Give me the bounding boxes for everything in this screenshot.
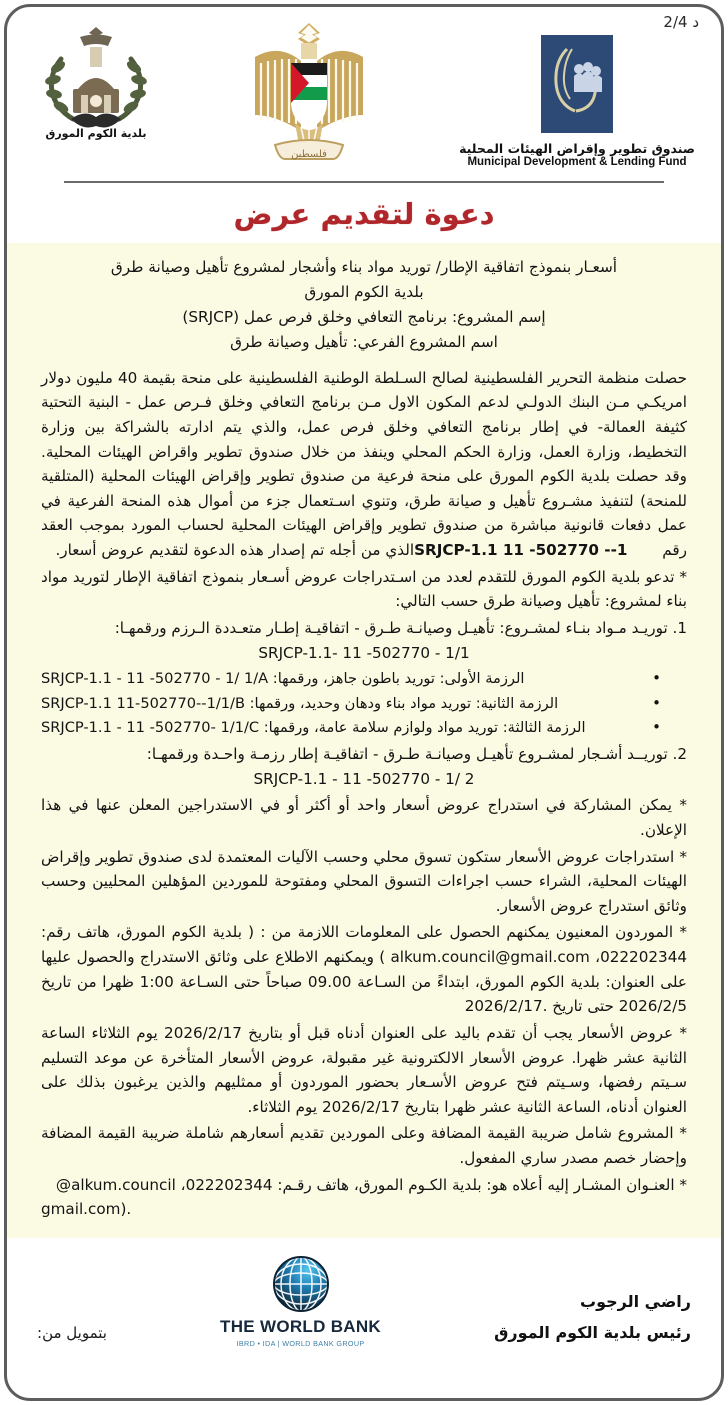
document-frame	[4, 4, 724, 1401]
package-label: الرزمة الأولى:	[439, 670, 525, 688]
date-from: 2026/2/5	[618, 997, 687, 1016]
signatory-name: راضي الرجوب	[580, 1291, 691, 1311]
contact-phone: 022202344	[600, 948, 688, 967]
date-to: 2026/2/17.	[464, 997, 548, 1016]
list-item	[41, 616, 687, 641]
note-participation: * يمكن المشاركة في استدراج عروض أسعار واحد أو أكثر أو في الاستدراجين المعلن عنها في هذا الإعلان.	[41, 796, 687, 839]
address-text: * العنـوان المشـار إليه أعلاه هو: بلدية الكـوم المورق، هاتف رقـم: 022202344، alkum.council@	[55, 1175, 687, 1194]
contact-middle: ) ويمكنهم الاطلاع على وثائق الاستدراج والحصول عليها على العنوان: بلدية الكوم المورق، ابتداءً من السـاعة 09.00 صباحاً حتى السـاعة 1:00 ظهرا من تاريخ	[41, 948, 687, 991]
item-number: 1.	[672, 618, 687, 637]
package-code: SRJCP-1.1 - 11 -502770 - 1/ 1/A	[41, 670, 269, 688]
mdlf-logo-block	[459, 35, 695, 168]
item-code: SRJCP-1.1 - 11 -502770 - 1/ 2	[253, 769, 475, 788]
svg-text:فلسطين: فلسطين	[291, 149, 327, 160]
invite-paragraph: * تدعو بلدية الكوم المورق للتقدم لعدد من اسـتدراجات عروض أسـعار بنموذج اتفاقية الإطار لتوريد مواد بناء لمشروع: تأهيل وصيانة طرق حسب التالي:	[41, 567, 687, 611]
document-footer	[7, 1238, 721, 1356]
intro-paragraph	[41, 366, 687, 563]
package-desc: توريد مواد بناء ودهان وحديد، ورقمها:	[249, 694, 472, 712]
header-divider	[64, 181, 664, 183]
item-text: توريـد مـواد بنـاء لمشـروع: تأهيـل وصيانـة طـرق - اتفاقيـة إطـار متعـددة الـرزم ورقمهـا:	[114, 618, 668, 637]
state-emblem-block	[247, 17, 371, 169]
list-item	[41, 667, 661, 691]
intro-text: حصلت منظمة التحرير الفلسطينية لصالح السـلطة الوطنية الفلسطينية على منحة بقيمة 40 مليون دولار امريكـي مـن البنك الدولـي لدعم المكون الاول مـن برنامج التعافي وخلق فـرص عمل - البنية التحتية كثيفة العمالة- في إطار برنامج التعافي وخلق فرص عمل، والذي يتم ادارته بالشراكة بين وزارة التخطيط، وزارة العمل، وزارة الحكم المحلي وينفذ من خلال صندوق تطوير واقراض الهيئات المحلية. وقد حصلت بلدية الكوم المورق على منحة فرعية من صندوق تطوير وإقراض الهيئات المحلية (المتلقية للمنحة) لتنفيذ مشـروع تأهيل و صيانة طرق، وتنوي اسـتعمال جزء من أموال هذه المنحة الفرعية في عمل دفعات قانونية مباشرة من صندوق تطوير وإقراض الهيئات المحلية لحساب المورد بموجب العقد رقم	[41, 368, 687, 559]
svg-text:بلدية الكوم المورق: بلدية الكوم المورق	[45, 127, 147, 140]
item-number: 2.	[672, 745, 687, 764]
world-bank-globe-icon	[270, 1253, 332, 1315]
list-item	[41, 742, 687, 767]
world-bank-subtitle: IBRD • IDA | WORLD BANK GROUP	[236, 1338, 365, 1348]
item-code: SRJCP-1.1- 11 -502770 - 1/1	[258, 643, 470, 662]
package-label: الرزمة الثانية:	[475, 694, 559, 712]
signatory-role: رئيس بلدية الكوم المورق	[494, 1322, 691, 1342]
signature-block	[494, 1292, 691, 1356]
intro-tail: الذي من أجله تم إصدار هذه الدعوة لتقديم عروض أسعار.	[55, 541, 415, 559]
note-procurement: * استدراجات عروض الأسعار ستكون تسوق محلي وحسب الآليات المعتمدة لدى صندوق تطوير وإقراض الهيئات المحلية، الشراء حسب اجراءات التسوق المحلي ومفتوحة للموردين المؤهلين المحليين وحسب وثائق استدراج عروض الأسعار.	[41, 847, 687, 915]
page-marker: د 2/4	[663, 13, 699, 31]
document-body	[7, 243, 721, 1238]
lead-block	[41, 255, 687, 355]
mdlf-name-en: Municipal Development & Lending Fund	[467, 156, 687, 168]
item-text: توريــد أشـجار لمشـروع تأهيـل وصيانـة طـرق - اتفاقيـة إطار رزمـة واحـدة ورقمهـا:	[146, 745, 668, 764]
palestine-eagle-emblem-icon	[247, 19, 371, 169]
lead-line-4: اسم المشروع الفرعي: تأهيل وصيانة طرق	[230, 333, 498, 352]
list-item	[41, 716, 661, 740]
lead-line-3: إسم المشروع: برنامج التعافي وخلق فرص عمل (SRJCP)	[182, 308, 546, 327]
vat-note: * المشروع شامل ضريبة القيمة المضافة وعلى الموردين تقديم أسعارهم شاملة ضريبة القيمة المضافة وإحضار خصم مصدر ساري المفعول.	[41, 1124, 687, 1168]
package-code: SRJCP-1.1 11-502770--1/1/B	[41, 694, 245, 712]
mdlf-name-ar: صندوق تطوير وإقراض الهيئات المحلية	[459, 141, 695, 156]
page-title: دعوة لتقديم عرض	[233, 197, 495, 231]
contact-prefix: * الموردون المعنيون يمكنهم الحصول على المعلومات اللازمة من : ( بلدية الكوم المورق، هاتف رقم:	[41, 923, 687, 942]
address-email-tail: gmail.com).	[41, 1200, 132, 1219]
world-bank-logo-block	[220, 1253, 381, 1356]
municipality-seal-icon	[33, 17, 159, 143]
world-bank-name: THE WORLD BANK	[220, 1316, 382, 1336]
package-list	[41, 667, 687, 740]
submission-note: * عروض الأسعار يجب أن تقدم باليد على العنوان أدناه قبل أو بتاريخ 2026/2/17 يوم الثلاثاء الساعة الثانية عشر ظهرا. عروض الأسعار الالكترونية غير مقبولة، عروض الأسعار المتأخرة عن موعد التسليم سـيتم رفضها، وسـيتم فتح عروض الأسـعار بحضور الموردون أو ممثليهم والذين يرغبون بذلك على العنوان أدناه، الساعة الثانية عشر ظهرا بتاريخ 2026/2/17 يوم الثلاثاء.	[41, 1023, 687, 1116]
address-note	[41, 1173, 687, 1222]
document-header	[7, 7, 721, 177]
package-desc: توريد باطون جاهز، ورقمها:	[272, 670, 435, 688]
contact-note: * الموردون المعنيون يمكنهم الحصول على المعلومات اللازمة من : ( بلدية الكوم المورق، هاتف رقم: 022202344، alkum.council@gmail.com ) ويمكنهم الاطلاع على وثائق الاستدراج والحصول عليها على العنوان: بلدية الكوم المورق، ابتداءً من السـاعة 09.00 صباحاً حتى السـاعة 1:00 ظهرا من تاريخ 2026/2/5 حتى تاريخ 2026/2/17.	[41, 923, 688, 1016]
funded-by-label: بتمويل من:	[37, 1323, 107, 1342]
package-label: الرزمة الثالثة:	[502, 719, 586, 737]
lead-line-1: أسعـار بنموذج اتفاقية الإطار/ توريد مواد بناء وأشجار لمشروع تأهيل وصيانة طرق	[110, 258, 618, 276]
list-item	[41, 692, 661, 716]
date-to-label: حتى تاريخ	[552, 997, 614, 1016]
hand-holding-people-icon	[541, 35, 613, 133]
package-desc: توريد مواد ولوازم سلامة عامة، ورقمها:	[263, 719, 499, 737]
package-code: SRJCP-1.1 - 11 -502770- 1/1/C	[41, 719, 260, 737]
lead-line-2: بلدية الكوم المورق	[304, 283, 424, 302]
contact-email: alkum.council@gmail.com	[390, 948, 590, 967]
contract-number: SRJCP-1.1 11 -502770 --1	[414, 541, 628, 559]
municipality-seal-block	[33, 17, 159, 143]
